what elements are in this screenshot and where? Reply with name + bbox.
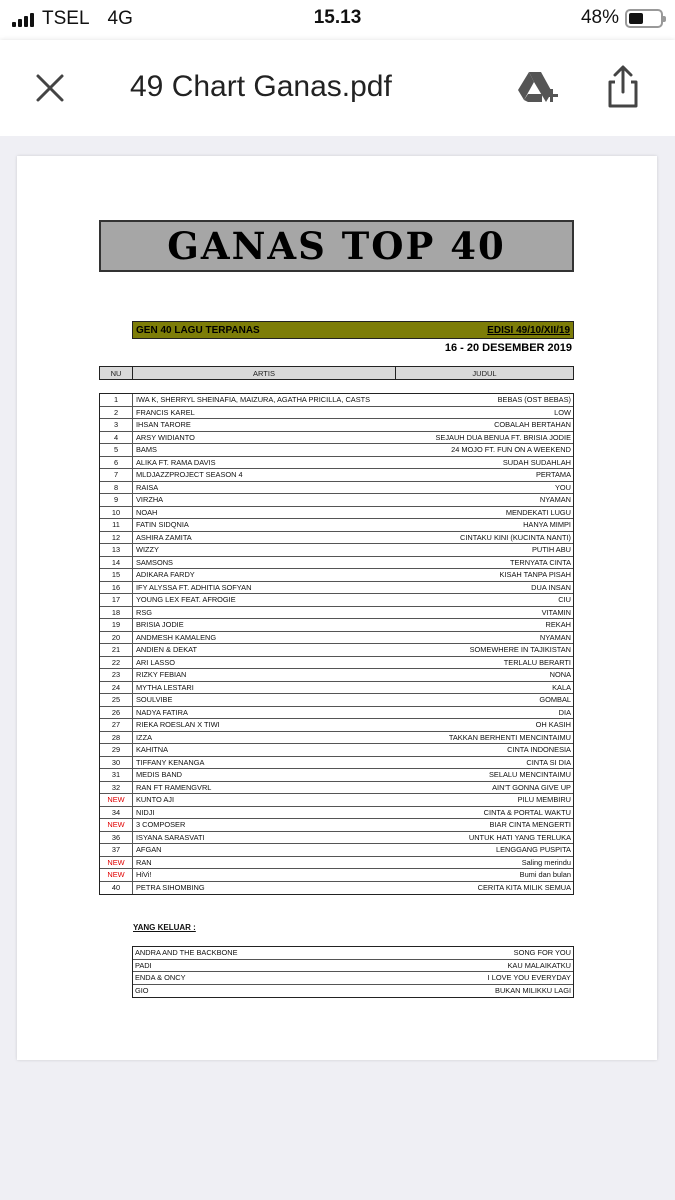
- rank-cell: 13: [100, 544, 133, 556]
- table-row: [100, 632, 573, 645]
- share-button[interactable]: [600, 62, 646, 112]
- title-cell: COBALAH BERTAHAN: [494, 420, 571, 429]
- table-row: [133, 960, 573, 973]
- artist-cell: SOULVIBE: [136, 695, 173, 704]
- title-cell: TERLALU BERARTI: [503, 657, 571, 667]
- artist-cell: ANDMESH KAMALENG: [136, 632, 217, 642]
- column-judul: JUDUL: [472, 368, 497, 378]
- artist-cell: WIZZY: [136, 545, 159, 554]
- battery-fill: [629, 13, 643, 24]
- table-row: [100, 782, 573, 795]
- table-row: [100, 769, 573, 782]
- rank-cell: NEW: [100, 819, 133, 831]
- rank-cell: 3: [100, 419, 133, 431]
- artist-cell: RSG: [136, 607, 153, 617]
- artist-cell: KAHITNA: [136, 745, 169, 754]
- artist-cell: ENDA & ONCY: [135, 973, 186, 982]
- carrier-name: TSEL: [42, 8, 90, 29]
- share-icon: [600, 62, 646, 112]
- rank-cell: 19: [100, 619, 133, 631]
- table-row: [100, 819, 573, 832]
- table-row: [100, 594, 573, 607]
- title-cell: UNTUK HATI YANG TERLUKA: [468, 832, 571, 842]
- title-cell: GOMBAL: [539, 695, 571, 704]
- title-cell: DUA INSAN: [531, 582, 571, 592]
- title-cell: BEBAS (OST BEBAS): [497, 395, 571, 404]
- rank-cell: 9: [100, 494, 133, 506]
- table-row: [100, 432, 573, 445]
- title-cell: SEJAUH DUA BENUA FT. BRISIA JODIE: [435, 432, 571, 442]
- artist-cell: ADIKARA FARDY: [136, 570, 195, 579]
- rank-cell: NEW: [100, 869, 133, 881]
- table-row: [100, 744, 573, 757]
- rank-cell: 26: [100, 707, 133, 719]
- rank-cell: 12: [100, 532, 133, 544]
- table-row: [100, 394, 573, 407]
- title-cell: MENDEKATI LUGU: [505, 507, 571, 517]
- artist-cell: IFY ALYSSA FT. ADHITIA SOFYAN: [136, 582, 252, 592]
- table-row: [100, 619, 573, 632]
- exit-label: YANG KELUAR :: [133, 923, 196, 932]
- table-row: [100, 569, 573, 582]
- exit-table: [132, 946, 574, 998]
- artist-cell: VIRZHA: [136, 495, 164, 504]
- table-row: [100, 882, 573, 895]
- rank-cell: 15: [100, 569, 133, 581]
- title-cell: Bumi dan bulan: [519, 870, 571, 879]
- pdf-viewer[interactable]: [0, 136, 675, 1200]
- artist-cell: ISYANA SARASVATI: [136, 832, 205, 842]
- rank-cell: 6: [100, 457, 133, 469]
- artist-cell: FRANCIS KAREL: [136, 407, 195, 417]
- title-cell: 24 MOJO FT. FUN ON A WEEKEND: [451, 445, 571, 454]
- column-nu: NU: [100, 367, 133, 379]
- title-cell: LOW: [554, 407, 571, 417]
- title-cell: SONG FOR YOU: [513, 948, 571, 957]
- artist-cell: MEDIS BAND: [136, 770, 182, 779]
- artist-cell: MYTHA LESTARI: [136, 682, 194, 692]
- title-cell: CINTA & PORTAL WAKTU: [483, 807, 571, 817]
- battery-icon: [625, 9, 663, 28]
- table-row: [100, 682, 573, 695]
- artist-cell: ANDIEN & DEKAT: [136, 645, 198, 654]
- artist-cell: NIDJI: [136, 807, 155, 817]
- table-row: [100, 532, 573, 545]
- rank-cell: 2: [100, 407, 133, 419]
- rank-cell: 8: [100, 482, 133, 494]
- table-row: [100, 844, 573, 857]
- edition-number: EDISI 49/10/XII/19: [487, 324, 570, 336]
- title-cell: YOU: [554, 482, 571, 492]
- table-row: [100, 719, 573, 732]
- title-cell: CERITA KITA MILIK SEMUA: [477, 882, 571, 892]
- artist-cell: ANDRA AND THE BACKBONE: [135, 948, 238, 957]
- title-cell: BIAR CINTA MENGERTI: [489, 820, 571, 829]
- table-row: [100, 732, 573, 745]
- artist-cell: RAN: [136, 857, 152, 867]
- artist-cell: RAISA: [136, 482, 159, 492]
- table-row: [133, 985, 573, 998]
- rank-cell: 18: [100, 607, 133, 619]
- table-row: [100, 469, 573, 482]
- table-row: [100, 494, 573, 507]
- rank-cell: 14: [100, 557, 133, 569]
- title-cell: PERTAMA: [535, 470, 571, 479]
- rank-cell: 28: [100, 732, 133, 744]
- table-row: [100, 582, 573, 595]
- rank-cell: 11: [100, 519, 133, 531]
- table-row: [100, 694, 573, 707]
- table-row: [100, 657, 573, 670]
- rank-cell: 24: [100, 682, 133, 694]
- chart-banner: [99, 220, 574, 272]
- artist-cell: ASHIRA ZAMITA: [136, 532, 192, 542]
- title-cell: TAKKAN BERHENTI MENCINTAIMU: [448, 732, 571, 742]
- nav-bar: [0, 40, 675, 136]
- rank-cell: 21: [100, 644, 133, 656]
- close-icon: [28, 66, 72, 110]
- artist-cell: PADI: [135, 960, 152, 970]
- artist-cell: NOAH: [136, 507, 158, 517]
- title-cell: HANYA MIMPI: [523, 520, 571, 529]
- table-row: [100, 857, 573, 870]
- chart-table: [99, 393, 574, 895]
- title-cell: AIN'T GONNA GIVE UP: [492, 782, 571, 792]
- artist-cell: ARSY WIDIANTO: [136, 432, 195, 442]
- title-cell: BUKAN MILIKKU LAGI: [495, 985, 571, 995]
- artist-cell: RIZKY FEBIAN: [136, 670, 187, 679]
- table-row: [100, 444, 573, 457]
- table-row: [100, 407, 573, 420]
- title-cell: KAU MALAIKATKU: [507, 960, 571, 970]
- rank-cell: 1: [100, 394, 133, 406]
- table-row: [100, 507, 573, 520]
- title-cell: KALA: [552, 682, 571, 692]
- rank-cell: 36: [100, 832, 133, 844]
- artist-cell: NADYA FATIRA: [136, 707, 188, 717]
- column-header: [99, 366, 574, 380]
- title-cell: CINTA INDONESIA: [507, 745, 571, 754]
- artist-cell: YOUNG LEX FEAT. AFROGIE: [136, 595, 236, 604]
- table-row: [100, 557, 573, 570]
- table-row: [100, 807, 573, 820]
- rank-cell: 37: [100, 844, 133, 856]
- artist-cell: PETRA SIHOMBING: [136, 882, 205, 892]
- title-cell: TERNYATA CINTA: [509, 557, 571, 567]
- table-row: [100, 757, 573, 770]
- table-row: [100, 544, 573, 557]
- status-bar: [0, 0, 675, 40]
- status-right: [581, 7, 663, 29]
- rank-cell: 40: [100, 882, 133, 895]
- rank-cell: 29: [100, 744, 133, 756]
- rank-cell: 10: [100, 507, 133, 519]
- title-cell: CINTA SI DIA: [526, 757, 571, 767]
- title-cell: NYAMAN: [539, 632, 571, 642]
- artist-cell: IWA K, SHERRYL SHEINAFIA, MAIZURA, AGATHA PRICILLA, CASTS: [136, 395, 371, 404]
- artist-cell: IHSAN TARORE: [136, 420, 191, 429]
- table-row: [100, 832, 573, 845]
- title-cell: NYAMAN: [539, 495, 571, 504]
- title-cell: LENGGANG PUSPITA: [495, 845, 571, 854]
- rank-cell: 30: [100, 757, 133, 769]
- rank-cell: 22: [100, 657, 133, 669]
- rank-cell: 4: [100, 432, 133, 444]
- artist-cell: ARI LASSO: [136, 657, 176, 667]
- table-row: [100, 869, 573, 882]
- rank-cell: 27: [100, 719, 133, 731]
- battery-percent: 48%: [580, 7, 619, 28]
- table-row: [100, 707, 573, 720]
- artist-cell: BAMS: [136, 445, 157, 454]
- rank-cell: 31: [100, 769, 133, 781]
- rank-cell: 5: [100, 444, 133, 456]
- table-row: [100, 482, 573, 495]
- document-title: 49 Chart Ganas.pdf: [130, 70, 392, 103]
- table-row: [100, 794, 573, 807]
- column-artis: ARTIS: [133, 367, 396, 379]
- title-cell: SELALU MENCINTAIMU: [489, 770, 571, 779]
- title-cell: KISAH TANPA PISAH: [499, 570, 571, 579]
- title-cell: CIU: [558, 595, 571, 604]
- artist-cell: AFGAN: [136, 845, 162, 854]
- artist-cell: BRISIA JODIE: [136, 620, 184, 629]
- rank-cell: 25: [100, 694, 133, 706]
- artist-cell: TIFFANY KENANGA: [136, 757, 205, 767]
- title-cell: REKAH: [545, 620, 571, 629]
- title-cell: Saling merindu: [521, 857, 571, 867]
- artist-cell: SAMSONS: [136, 557, 173, 567]
- rank-cell: 34: [100, 807, 133, 819]
- title-cell: SOMEWHERE IN TAJIKISTAN: [469, 645, 571, 654]
- status-time: 15.13: [313, 7, 362, 28]
- table-row: [100, 607, 573, 620]
- rank-cell: 7: [100, 469, 133, 481]
- banner-title: GANAS TOP 40: [167, 224, 506, 268]
- table-row: [100, 419, 573, 432]
- artist-cell: 3 COMPOSER: [136, 820, 186, 829]
- table-row: [100, 669, 573, 682]
- table-row: [133, 972, 573, 985]
- title-cell: I LOVE YOU EVERYDAY: [487, 973, 571, 982]
- artist-cell: IZZA: [136, 732, 153, 742]
- artist-cell: GIO: [135, 985, 149, 995]
- table-row: [100, 644, 573, 657]
- rank-cell: NEW: [100, 857, 133, 869]
- rank-cell: 20: [100, 632, 133, 644]
- title-cell: VITAMIN: [541, 607, 571, 617]
- title-cell: DIA: [558, 707, 571, 717]
- artist-cell: RIEKA ROESLAN X TIWI: [136, 720, 220, 729]
- network-type: 4G: [107, 8, 133, 29]
- artist-cell: RAN FT RAMENGVRL: [136, 782, 212, 792]
- add-to-drive-icon: [514, 64, 560, 110]
- close-button[interactable]: [28, 66, 72, 110]
- title-cell: OH KASIH: [535, 720, 571, 729]
- artist-cell: ALIKA FT. RAMA DAVIS: [136, 457, 216, 467]
- rank-cell: 16: [100, 582, 133, 594]
- title-cell: NONA: [549, 670, 571, 679]
- artist-cell: HiVi!: [136, 870, 152, 879]
- subheader-title: GEN 40 LAGU TERPANAS: [136, 324, 260, 336]
- artist-cell: KUNTO AJI: [136, 795, 175, 804]
- title-cell: CINTAKU KINI (KUCINTA NANTI): [460, 532, 571, 542]
- chart-date: 16 - 20 DESEMBER 2019: [444, 342, 572, 354]
- title-cell: PUTIH ABU: [531, 545, 571, 554]
- title-cell: SUDAH SUDAHLAH: [502, 457, 571, 467]
- table-row: [133, 947, 573, 960]
- rank-cell: 32: [100, 782, 133, 794]
- rank-cell: 17: [100, 594, 133, 606]
- table-row: [100, 519, 573, 532]
- artist-cell: FATIN SIDQNIA: [136, 520, 189, 529]
- pdf-page: [17, 156, 657, 1060]
- table-row: [100, 457, 573, 470]
- add-to-drive-button[interactable]: [514, 64, 560, 110]
- rank-cell: NEW: [100, 794, 133, 806]
- rank-cell: 23: [100, 669, 133, 681]
- title-cell: PILU MEMBIRU: [517, 795, 571, 804]
- chart-subheader: [132, 321, 574, 339]
- artist-cell: MLDJAZZPROJECT SEASON 4: [136, 470, 243, 479]
